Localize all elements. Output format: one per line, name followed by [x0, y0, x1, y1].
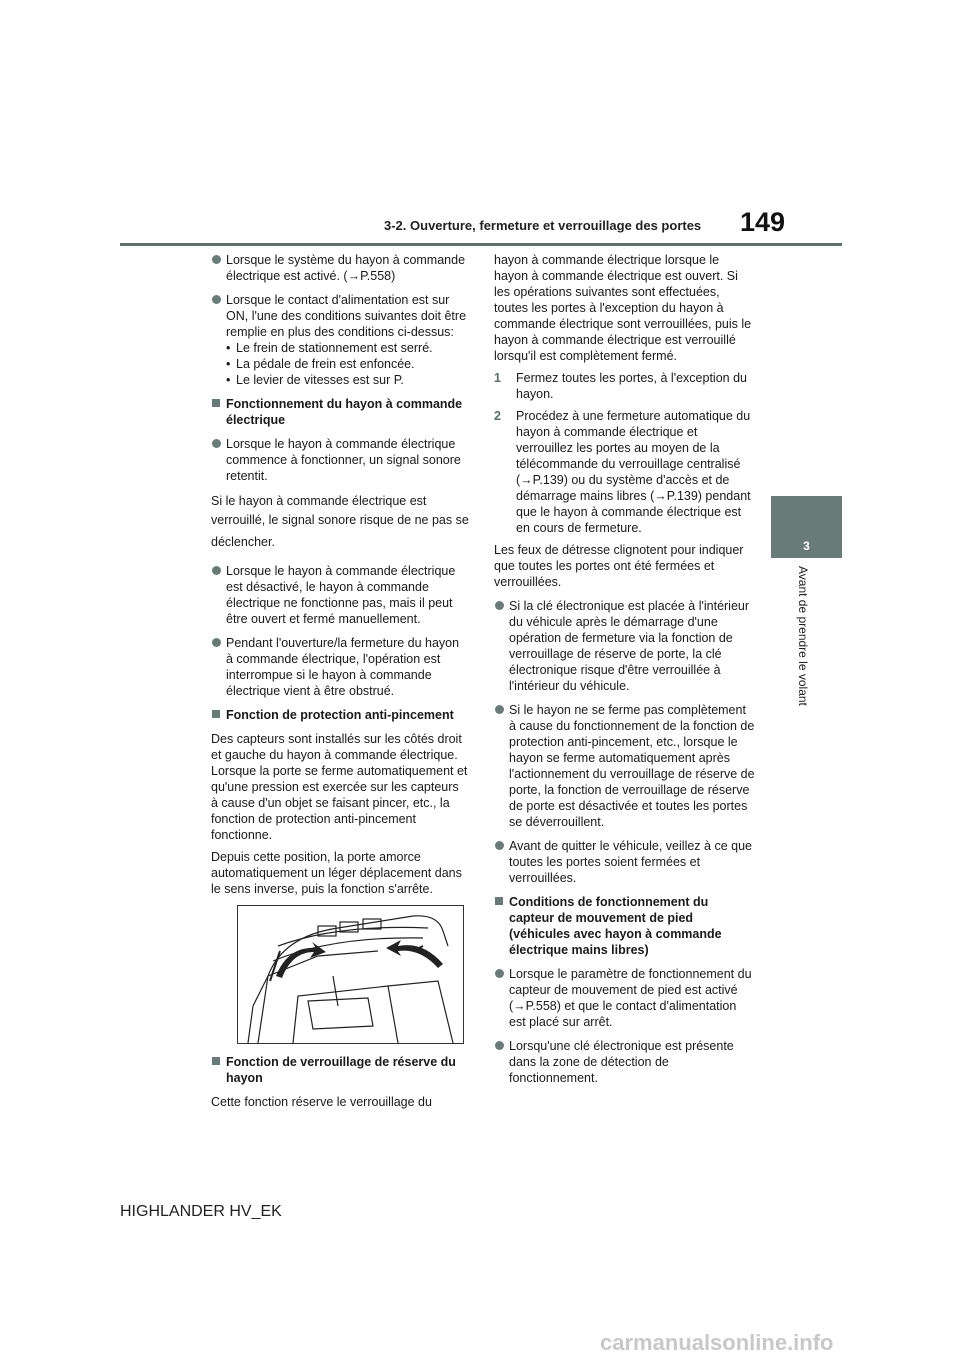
bullet-item: Lorsqu'une clé électronique est présente dans la zone de détection de fonctionnement. — [494, 1038, 756, 1086]
bullet-dot-icon — [495, 969, 504, 978]
tailgate-illustration — [237, 905, 464, 1044]
right-column — [494, 252, 756, 1094]
bullet-dot-icon — [212, 566, 221, 575]
bullet-item: Avant de quitter le véhicule, veillez à ce que toutes les portes soient fermées et verrouillées. — [494, 838, 756, 886]
bullet-item: Lorsque le contact d'alimentation est sur ON, l'une des conditions suivantes doit être remplie en plus des conditions ci-dessus: — [211, 292, 469, 340]
bullet-dot-icon — [495, 841, 504, 850]
bullet-item: Pendant l'ouverture/la fermeture du hayon à commande électrique, l'opération est interrompue si le hayon à commande électrique vient à être obstrué. — [211, 635, 469, 699]
bullet-item: Lorsque le hayon à commande électrique commence à fonctionner, un signal sonore retentit. — [211, 436, 469, 484]
step-number: 2 — [494, 409, 501, 423]
section-heading: Fonction de verrouillage de réserve du hayon — [211, 1054, 469, 1086]
model-footer: HIGHLANDER HV_EK — [120, 1203, 282, 1220]
bullet-dot-icon — [212, 255, 221, 264]
note-paragraph: Si le hayon à commande électrique est verrouillé, le signal sonore risque de ne pas se déclencher. — [211, 494, 469, 549]
watermark: carmanualsonline.info — [600, 1330, 834, 1355]
left-column — [211, 252, 469, 1116]
chapter-tab — [771, 496, 842, 558]
bullet-item: Si la clé électronique est placée à l'intérieur du véhicule après le démarrage d'une opération de fermeture via la fonction de verrouillage de réserve de porte, la clé électronique risque d'être verrouillée à l'intérieur du véhicule. — [494, 598, 756, 694]
section-heading: Conditions de fonctionnement du capteur de mouvement de pied (véhicules avec hayon à commande électrique mains libres) — [494, 894, 756, 958]
chapter-number: 3 — [803, 539, 810, 553]
list-item: • Le frein de stationnement est serré. — [226, 340, 469, 356]
section-title: 3-2. Ouverture, fermeture et verrouillage des portes — [384, 218, 702, 233]
bullet-dot-icon — [212, 638, 221, 647]
bullet-dot-icon — [495, 1041, 504, 1050]
paragraph: hayon à commande électrique lorsque le hayon à commande électrique est ouvert. Si les opérations suivantes sont effectuées, toutes les portes à l'exception du hayon à commande électrique sont verrouillées, puis le hayon à commande électrique est verrouillé lorsqu'il est complètement fermé. — [494, 253, 752, 363]
chapter-label: Avant de prendre le volant — [796, 566, 810, 706]
bullet-item: Si le hayon ne se ferme pas complètement à cause du fonctionnement de la fonction de protection anti-pincement, etc., lorsque le hayon se ferme automatiquement après l'actionnement du verrouillage de réserve de porte, la fonction de verrouillage de réserve de porte est désactivée et toutes les portes se déverrouillent. — [494, 702, 756, 830]
condition-list — [211, 340, 469, 388]
paragraph: Cette fonction réserve le verrouillage du — [211, 1095, 432, 1109]
step-item: 2 Procédez à une fermeture automatique du hayon à commande électrique et verrouillez les portes au moyen de la télécommande du verrouillage centralisé (→P.139) ou du système d'accès et de démarrage mains libres (→P.139) pendant que le hayon à commande électrique est en cours de fermeture. — [494, 409, 751, 535]
bullet-dot-icon — [212, 439, 221, 448]
square-bullet-icon — [495, 897, 503, 905]
page-number: 149 — [740, 207, 786, 237]
paragraph: Depuis cette position, la porte amorce automatiquement un léger déplacement dans le sens inverse, puis la fonction s'arrête. — [211, 850, 462, 896]
header-rule — [120, 243, 842, 246]
tailgate-sensor-diagram — [238, 906, 463, 1043]
bullet-dot-icon — [212, 295, 221, 304]
bullet-dot-icon — [495, 601, 504, 610]
bullet-item: Lorsque le hayon à commande électrique est désactivé, le hayon à commande électrique ne fonctionne pas, mais il peut être ouvert et fermé manuellement. — [211, 563, 469, 627]
square-bullet-icon — [212, 1057, 220, 1065]
list-item: • Le levier de vitesses est sur P. — [226, 372, 469, 388]
step-number: 1 — [494, 371, 501, 385]
bullet-item: Lorsque le paramètre de fonctionnement du capteur de mouvement de pied est activé (→P.558) et que le contact d'alimentation est placé sur arrêt. — [494, 966, 756, 1030]
paragraph: Des capteurs sont installés sur les côtés droit et gauche du hayon à commande électrique. Lorsque la porte se ferme automatiquement et qu'une pression est exercée sur les capteurs à cause d'un objet se faisant pincer, etc., la fonction de protection anti-pincement fonctionne. — [211, 732, 468, 842]
section-heading: Fonctionnement du hayon à commande électrique — [211, 396, 469, 428]
section-heading: Fonction de protection anti-pincement — [211, 707, 469, 723]
bullet-dot-icon — [495, 705, 504, 714]
step-item: 1 Fermez toutes les portes, à l'exception du hayon. — [494, 371, 747, 401]
bullet-item: Lorsque le système du hayon à commande électrique est activé. (→P.558) — [211, 252, 469, 284]
list-item: • La pédale de frein est enfoncée. — [226, 356, 469, 372]
paragraph: Les feux de détresse clignotent pour indiquer que toutes les portes ont été fermées et verrouillées. — [494, 543, 744, 589]
square-bullet-icon — [212, 710, 220, 718]
square-bullet-icon — [212, 399, 220, 407]
